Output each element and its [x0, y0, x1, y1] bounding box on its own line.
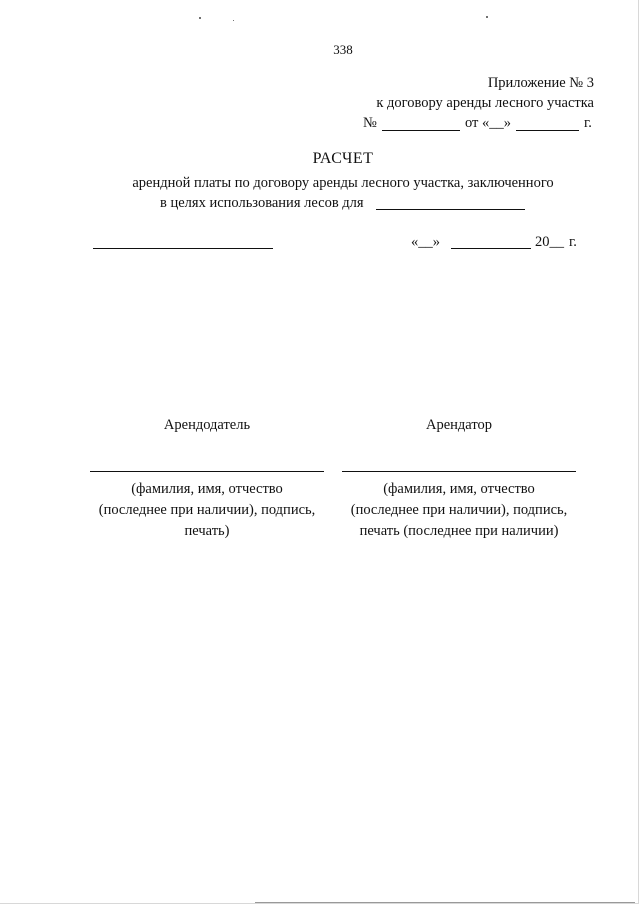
lessee-caption [332, 479, 586, 542]
lessee-caption-line: (последнее при наличии), подпись, [350, 502, 568, 518]
compose-date-day: «__» [411, 234, 440, 250]
appendix-subtitle: к договору аренды лесного участка [376, 95, 594, 111]
lessor-caption-line: печать) [184, 523, 230, 539]
purpose-blank[interactable] [376, 209, 525, 210]
compose-date-month-blank[interactable] [451, 248, 531, 249]
purpose-label: в целях использования лесов для [160, 195, 364, 211]
contract-number-blank[interactable] [382, 130, 460, 131]
lessee-signature-blank[interactable] [342, 471, 576, 472]
scan-speck [486, 16, 488, 18]
page-number: 338 [333, 42, 353, 57]
lessee-caption-line: (фамилия, имя, отчество [383, 481, 535, 497]
lessee-label: Арендатор [425, 417, 492, 433]
compose-date-year-suffix: г. [569, 234, 577, 250]
place-blank[interactable] [93, 248, 273, 249]
lessor-signature-blank[interactable] [90, 471, 324, 472]
lessor-caption [80, 479, 334, 542]
lessee-caption-line: печать (последнее при наличии) [359, 523, 559, 539]
scan-speck [233, 20, 234, 21]
contract-number-prefix: № [363, 115, 377, 131]
appendix-title: Приложение № 3 [487, 75, 594, 91]
contract-year-suffix: г. [584, 115, 592, 131]
lessor-caption-line: (последнее при наличии), подпись, [98, 502, 316, 518]
document-title: РАСЧЕТ [312, 150, 374, 167]
scan-speck [199, 17, 201, 19]
compose-date-year: 20__ [535, 234, 564, 250]
scan-bottom-edge [255, 902, 635, 903]
lessor-caption-line: (фамилия, имя, отчество [131, 481, 283, 497]
document-subtitle: арендной платы по договору аренды лесного участка, заключенного [132, 175, 554, 191]
contract-date-from: от «__» [465, 115, 512, 131]
lessor-label: Арендодатель [163, 417, 251, 433]
contract-date-blank[interactable] [516, 130, 579, 131]
